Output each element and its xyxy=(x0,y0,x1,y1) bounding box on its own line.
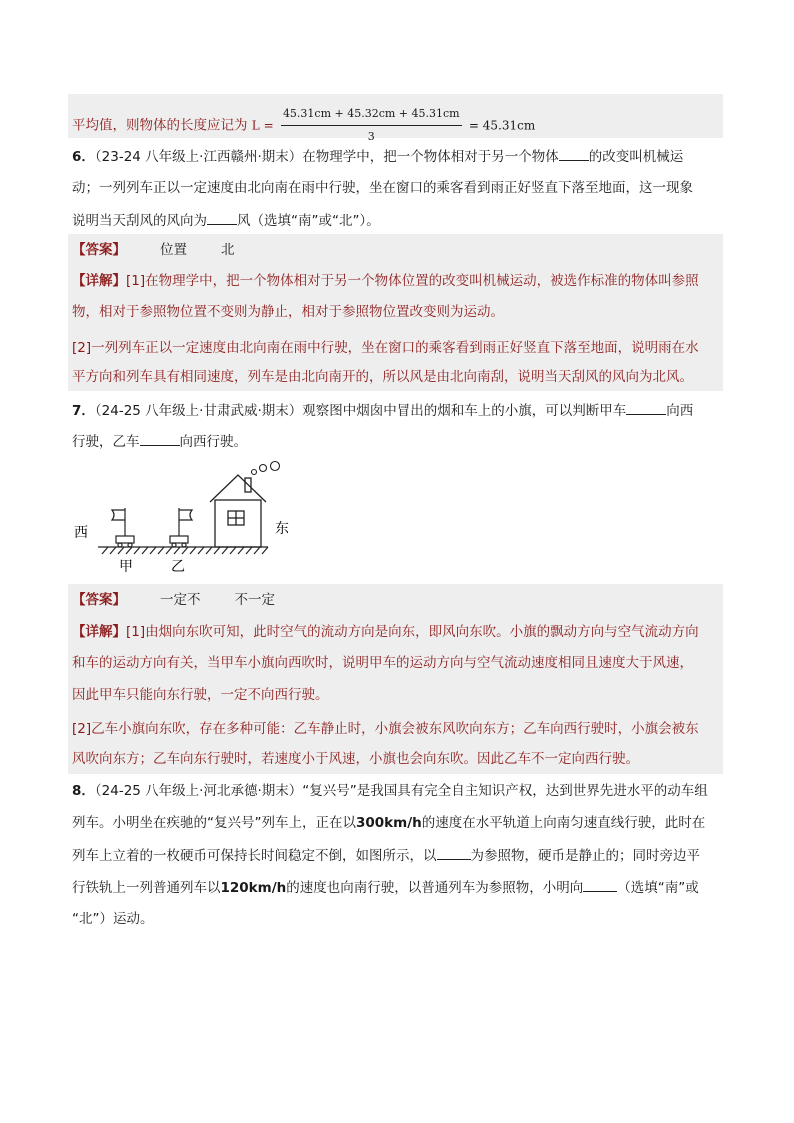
prev-lhs: L = xyxy=(251,118,274,133)
label-west: 西 xyxy=(74,525,88,541)
q8-blank-2[interactable] xyxy=(583,877,617,892)
q8-line-1 xyxy=(72,781,708,801)
answer-value-1: 位置 xyxy=(160,242,187,258)
q6-detail-1 xyxy=(72,271,699,291)
q6-blank-1[interactable] xyxy=(559,146,589,161)
q6-line-3 xyxy=(72,210,380,231)
q7-number: 7． xyxy=(72,403,95,419)
q8-text: 的速度在水平轨道上向南匀速直线行驶，此时在 xyxy=(421,815,706,831)
q6-answer xyxy=(72,240,235,260)
car-b xyxy=(170,508,192,547)
q8-line-5: “北”）运动。 xyxy=(72,911,154,927)
q7-blank-1[interactable] xyxy=(626,400,666,415)
prev-result: = 45.31cm xyxy=(468,118,536,133)
detail-label: 【详解】 xyxy=(72,624,126,640)
q8-text: 的速度也向南行驶，以普通列车为参照物，小明向 xyxy=(286,880,584,896)
ground xyxy=(98,547,268,554)
q7-detail-3: 因此甲车只能向东行驶，一定不向西行驶。 xyxy=(72,687,329,703)
q7-answer xyxy=(72,590,275,610)
q6-text: 风（选填“南”或“北”）。 xyxy=(237,213,380,229)
wind-direction-figure xyxy=(70,458,310,580)
q8-source: （24-25 八年级上·河北承德·期末） xyxy=(94,783,303,799)
q7-blank-2[interactable] xyxy=(140,431,180,446)
house xyxy=(210,475,266,547)
q6-text: 的改变叫机械运 xyxy=(588,149,684,165)
q6-number: 6． xyxy=(72,149,95,165)
q6-line-1 xyxy=(72,146,683,167)
q8-number: 8． xyxy=(72,783,95,799)
q7-source: （24-25 八年级上·甘肃武威·期末） xyxy=(94,403,303,419)
fraction-denominator: 3 xyxy=(367,130,375,143)
fraction-numerator: 45.31cm + 45.32cm + 45.31cm xyxy=(281,104,462,126)
q7-line-2 xyxy=(72,431,247,452)
car-a xyxy=(112,508,134,547)
q8-line-2 xyxy=(72,813,705,833)
prev-solution-line xyxy=(72,104,535,147)
q6-text: 在物理学中，把一个物体相对于另一个物体 xyxy=(302,149,559,165)
label-car-b: 乙 xyxy=(171,559,185,575)
label-car-a: 甲 xyxy=(119,559,133,575)
q7-detail-5: 风吹向东方；乙车向东行驶时，若速度小于风速，小旗也会向东吹。因此乙车不一定向西行驶。 xyxy=(72,751,639,767)
q6-detail-3: [2]一列列车正以一定速度由北向南在雨中行驶，坐在窗口的乘客看到雨正好竖直下落至地面，说明雨在水 xyxy=(72,340,699,356)
q7-text: 观察图中烟囱中冒出的烟和车上的小旗，可以判断甲车 xyxy=(302,403,627,419)
q8-line-4 xyxy=(72,877,699,898)
answer-label: 【答案】 xyxy=(72,592,126,608)
q7-text: 向西 xyxy=(666,403,694,419)
answer-value-2: 北 xyxy=(221,242,235,258)
prev-text: 平均值，则物体的长度应记为 xyxy=(72,117,248,134)
q8-speed-1: 300km/h xyxy=(356,815,422,831)
q8-text: 为参照物，硬币是静止的；同时旁边平 xyxy=(470,848,700,864)
answer-value-1: 一定不 xyxy=(160,592,201,608)
detail-label: 【详解】 xyxy=(72,273,126,289)
q6-line-2: 动；一列列车正以一定速度由北向南在雨中行驶，坐在窗口的乘客看到雨正好竖直下落至地面，这一现象 xyxy=(72,180,693,196)
average-fraction xyxy=(281,104,462,147)
q7-detail-2: 和车的运动方向有关，当甲车小旗向西吹时，说明甲车的运动方向与空气流动速度相同且速度大于风速， xyxy=(72,655,693,671)
q7-detail-1 xyxy=(72,622,699,642)
q7-line-1 xyxy=(72,400,693,421)
q6-detail-4: 平方向和列车具有相同速度，列车是由北向南开的，所以风是由北向南刮，说明当天刮风的风向为北风。 xyxy=(72,369,693,385)
q8-line-3 xyxy=(72,845,700,866)
q8-blank-1[interactable] xyxy=(437,845,471,860)
q6-text: 说明当天刮风的风向为 xyxy=(72,213,207,229)
q8-text: 列车上立着的一枚硬币可保持长时间稳定不倒，如图所示，以 xyxy=(72,848,437,864)
q7-detail-4: [2]乙车小旗向东吹，存在多种可能：乙车静止时，小旗会被东风吹向东方；乙车向西行驶时，小旗会被东 xyxy=(72,721,699,737)
q7-text: 向西行驶。 xyxy=(179,434,247,450)
answer-label: 【答案】 xyxy=(72,242,126,258)
q8-text: 行铁轨上一列普通列车以 xyxy=(72,880,221,896)
q7-answer-block xyxy=(68,584,723,774)
detail-text: [1]由烟向东吹可知，此时空气的流动方向是向东，即风向东吹。小旗的飘动方向与空气流动方向 xyxy=(126,624,699,640)
chimney-smoke xyxy=(252,462,280,475)
q8-text: “复兴号”是我国具有完全自主知识产权，达到世界先进水平的动车组 xyxy=(302,783,708,799)
q6-source: （23-24 八年级上·江西赣州·期末） xyxy=(94,149,303,165)
q8-text: （选填“南”或 xyxy=(617,880,699,896)
q8-text: 列车。小明坐在疾驰的“复兴号”列车上，正在以 xyxy=(72,815,356,831)
answer-value-2: 不一定 xyxy=(234,592,275,608)
q6-blank-2[interactable] xyxy=(207,210,237,225)
q8-speed-2: 120km/h xyxy=(220,880,287,896)
q6-detail-2: 物，相对于参照物位置不变则为静止，相对于参照物位置改变则为运动。 xyxy=(72,304,504,320)
detail-text: [1]在物理学中，把一个物体相对于另一个物体位置的改变叫机械运动，被选作标准的物体叫参照 xyxy=(126,273,699,289)
label-east: 东 xyxy=(275,521,289,537)
q7-text: 行驶，乙车 xyxy=(72,434,140,450)
